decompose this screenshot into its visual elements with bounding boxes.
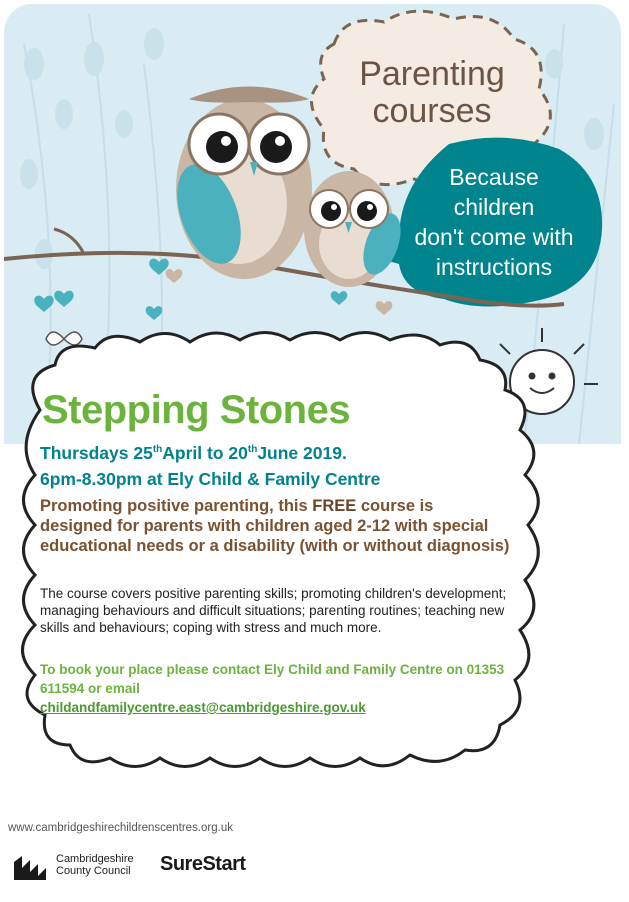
contact-info [40, 660, 530, 717]
badge-tagline [404, 162, 584, 282]
footer-website: www.cambridgeshirechildrenscentres.org.uk [8, 822, 233, 834]
badge-tagline-line2: children [453, 194, 535, 220]
contact-email-link[interactable]: childandfamilycentre.east@cambridgeshire.gov.uk [40, 700, 366, 715]
dates-suffix: June 2019. [257, 443, 347, 463]
course-title: Stepping Stones [42, 388, 351, 432]
big-owl [165, 87, 312, 280]
dates-prefix: Thursdays 25 [40, 443, 153, 463]
council-logo-icon [12, 852, 52, 884]
badge-tagline-line1: Because [449, 164, 539, 190]
small-owl [304, 171, 408, 287]
course-description: The course covers positive parenting skills; promoting children's development; managing behaviours and difficult situations; parenting routines; teaching new skills and behaviours; coping with stress and much more. [40, 586, 507, 635]
intro-part1: Promoting positive parenting, this [40, 497, 313, 515]
council-name [56, 853, 134, 877]
intro-free: FREE [312, 497, 357, 515]
dates-middle: April to 20 [162, 443, 248, 463]
course-intro [40, 496, 510, 556]
badge-title [332, 56, 532, 130]
intro-part2: course is designed for parents with children aged 2-12 with special educational needs or a disability (with or without diagnosis) [40, 497, 510, 555]
dates-sup-2: th [247, 444, 258, 456]
contact-text: To book your place please contact Ely Child and Family Centre on 01353 611594 or email [40, 662, 505, 696]
course-dates-line [40, 440, 380, 466]
surestart-logo: SureStart [160, 853, 246, 875]
course-dates [40, 440, 380, 492]
dates-sup-1: th [152, 444, 163, 456]
council-name-line1: Cambridgeshire [56, 853, 134, 865]
badge-title-line2: courses [372, 92, 492, 130]
badge-title-line1: Parenting [359, 55, 505, 93]
council-name-line2: County Council [56, 865, 131, 877]
course-time-location: 6pm-8.30pm at Ely Child & Family Centre [40, 469, 381, 489]
badge-tagline-line4: instructions [435, 254, 553, 280]
badge-tagline-line3: don't come with [414, 224, 574, 250]
